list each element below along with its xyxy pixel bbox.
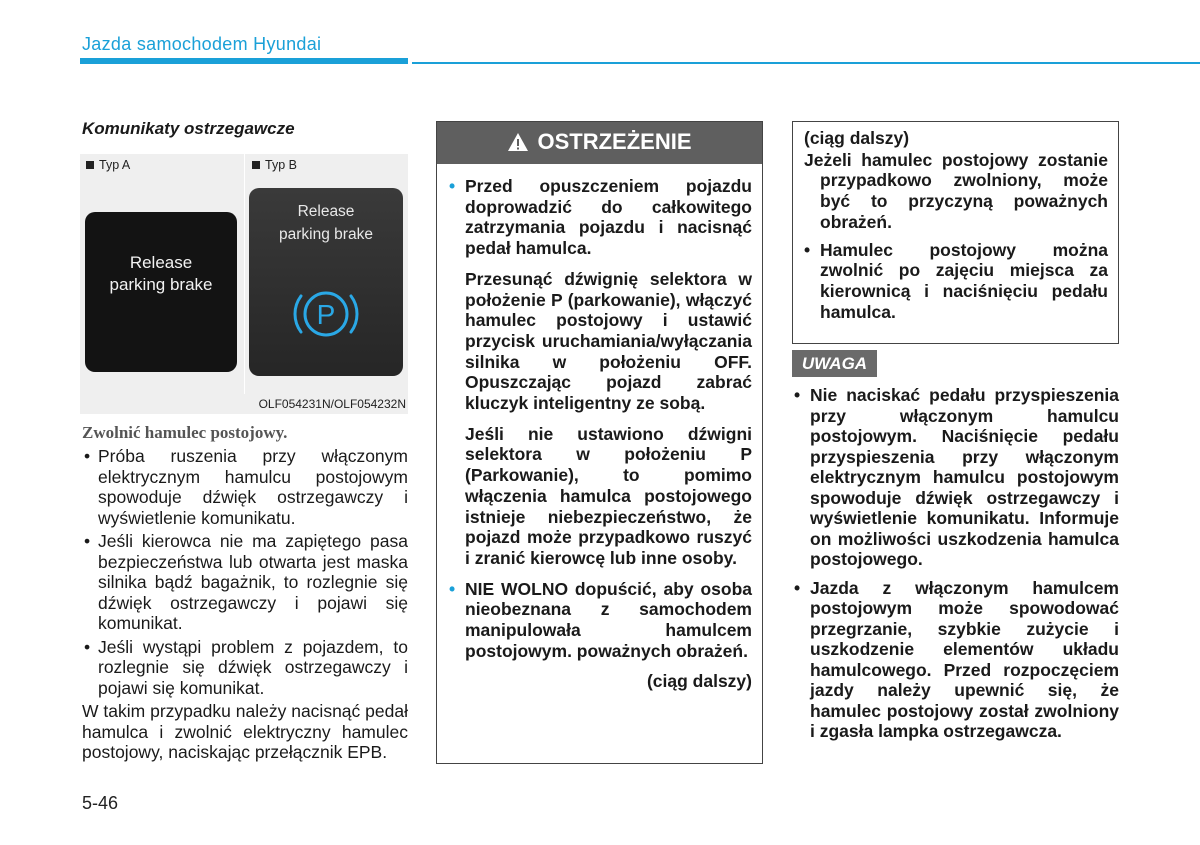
section-title: Komunikaty ostrzegawcze (82, 119, 295, 138)
header-rule-thin (412, 62, 1200, 64)
list-item: • Próba ruszenia przy włączonym elektrycznym hamulcu postojowym spowoduje dźwięk ostrzegawczy i wyświetlenie komunikatu. (82, 446, 408, 528)
warning-triangle-icon (507, 132, 529, 152)
warning-continuation-box (792, 121, 1119, 344)
list-item: • Jeśli kierowca nie ma zapiętego pasa bezpieczeństwa lub otwarta jest maska silnika bądź bagażnik, to rozlegnie się dźwięk ostrzegawczy i pojawi się komunikat. (82, 531, 408, 634)
notice-label: UWAGA (792, 350, 877, 377)
svg-text:P: P (316, 299, 336, 330)
continuation-paragraph: Jeżeli hamulec postojowy zostanie przypadkowo zwolniony, może być to przyczyną poważnych obrażeń. (804, 149, 1108, 232)
notice-bullet: • Jazda z włączonym hamulcem postojowym może spowodować przegrzanie, szybkie zużycie i uszkodzenie elementów układu hamulcowego. Przed rozpoczęciem jazdy należy upewnić się, że hamulec postojowy został zwolniony i zgasła lampka ostrzegawcza. (792, 578, 1119, 742)
warning-paragraph: Przesunąć dźwignię selektora w położenie P (parkowanie), włączyć hamulec postojowy i ustawić przycisk uruchamiania/wyłączania silnika w położeniu OFF. Opuszczając pojazd zabrać kluczyk inteligentny ze sobą. (465, 268, 752, 414)
figure-caption: OLF054231N/OLF054232N (258, 397, 406, 411)
release-parking-brake-message-b: Release parking brake (279, 203, 373, 243)
notice-bullet: • Nie naciskać pedału przyspieszenia przy włączonym hamulcu postojowym. Naciśnięcie pedału przyspieszenia przy włączonym elektrycznym hamulcu postojowym spowoduje dźwięk ostrzegawczy i wyświetlenie komunikatu. Informuje on możliwości uszkodzenia hamulca postojowego. (792, 385, 1119, 570)
parking-brake-icon (289, 284, 363, 344)
warning-paragraph: Jeśli nie ustawiono dźwigni selektora w położeniu P (Parkowanie), to pomimo włączenia hamulca postojowego istnieje niebezpieczeństwo, że pojazd może przypadkowo ruszyć i zranić kierowcę lub inne osoby. (465, 423, 752, 568)
continuation-bullet: • Hamulec postojowy można zwolnić po zajęciu miejsca za kierownicą i naciśnięciu pedału hamulca. (804, 240, 1108, 323)
cluster-display-type-a (85, 212, 237, 372)
release-parking-brake-message-a: Release parking brake (109, 253, 213, 294)
notice-body (792, 385, 1119, 750)
continuation-body (804, 128, 1108, 322)
warning-message-figure (80, 154, 408, 414)
list-item: • Jeśli wystąpi problem z pojazdem, to rozlegnie się dźwięk ostrzegawczy i pojawi się komunikat. (82, 637, 408, 699)
header-rule-thick (80, 58, 408, 64)
warning-body (447, 176, 752, 692)
warning-title: OSTRZEŻENIE (537, 129, 692, 154)
warning-header (437, 122, 762, 164)
continuation-head: (ciąg dalszy) (804, 128, 910, 148)
figure-label-b: Typ B (252, 158, 297, 172)
warning-bullet: • Przed opuszczeniem pojazdu doprowadzić do całkowitego zatrzymania pojazdu i nacisnąć pedał hamulca. (447, 176, 752, 259)
figure-label-a: Typ A (86, 158, 130, 172)
left-body-text (82, 446, 408, 763)
continued-note: (ciąg dalszy) (646, 671, 752, 692)
warning-box (436, 121, 763, 764)
page-number: 5-46 (82, 793, 119, 813)
figure-divider (244, 154, 245, 394)
warning-bullet: • NIE WOLNO dopuścić, aby osoba nieobeznana z samochodem manipulowała hamulcem postojowym. poważnych obrażeń. (447, 579, 752, 662)
cluster-display-type-b (249, 188, 403, 376)
subheading: Zwolnić hamulec postojowy. (82, 423, 288, 442)
body-paragraph: W takim przypadku należy nacisnąć pedał hamulca i zwolnić elektryczny hamulec postojowy, naciskając przełącznik EPB. (82, 701, 408, 762)
running-header: Jazda samochodem Hyundai (82, 34, 322, 54)
